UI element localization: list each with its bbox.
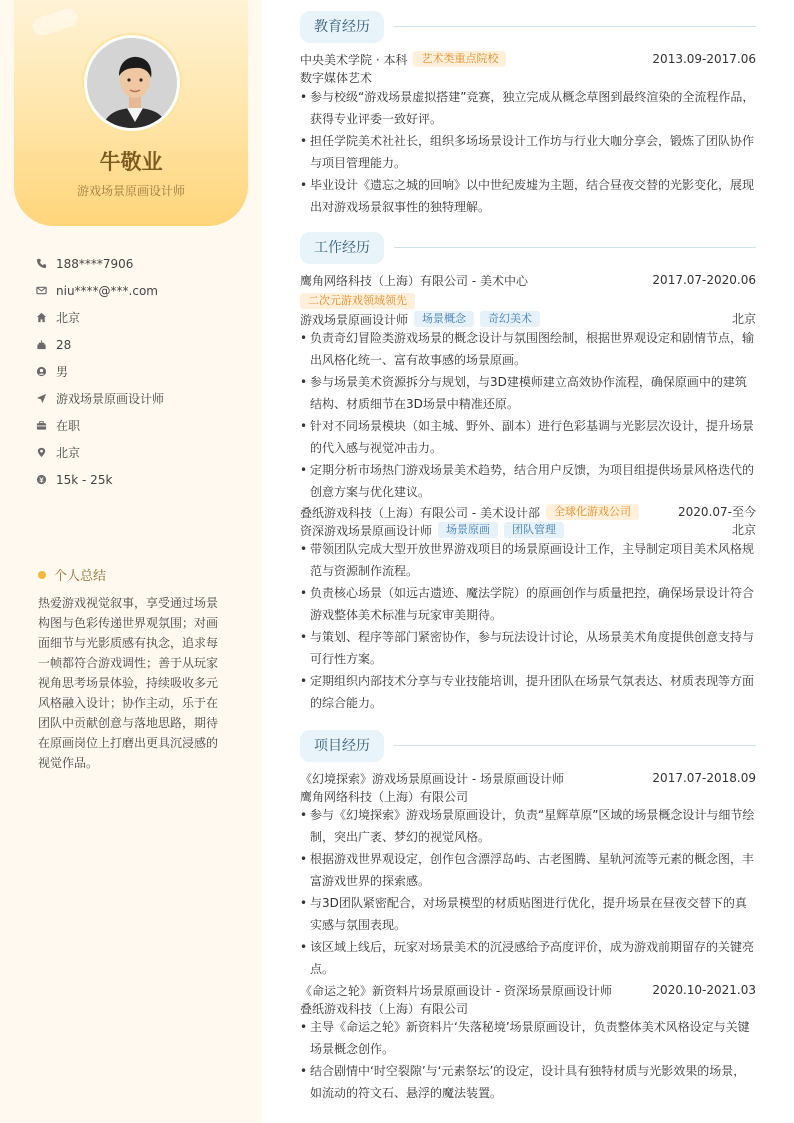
job-position: 资深游戏场景原画设计师 <box>300 523 433 538</box>
project-bullets <box>300 1016 756 1104</box>
list-item: • 定期分析市场热门游戏场景美术趋势，结合用户反馈，为项目组提供场景风格迭代的创意方案与优化建议。 <box>300 459 756 503</box>
list-item: • 负责奇幻冒险类游戏场景的概念设计与氛围图绘制，根据世界观设定和剧情节点，输出风格化统一、富有故事感的场景原画。 <box>300 327 756 371</box>
project-company: 叠纸游戏科技（上海）有限公司 <box>300 1001 469 1016</box>
info-target-position: 游戏场景原画设计师 <box>36 385 246 412</box>
project-company: 鹰角网络科技（上海）有限公司 <box>300 789 469 804</box>
list-item: • 参与《幻境探索》游戏场景原画设计，负责“星辉草原”区域的场景概念设计与细节绘制，突出广袤、梦幻的视觉风格。 <box>300 804 756 848</box>
info-salary: 15k - 25k <box>36 466 246 493</box>
list-item: • 负责核心场景（如远古遗迹、魔法学院）的原画创作与质量把控，确保场景设计符合游戏整体美术标准与玩家审美期待。 <box>300 582 756 626</box>
profile-role: 游戏场景原画设计师 <box>76 184 185 198</box>
divider <box>394 26 756 27</box>
info-target-city: 北京 <box>36 439 246 466</box>
list-item: • 参与校级“游戏场景虚拟搭建”竞赛，独立完成从概念草图到最终渲染的全流程作品，获得专业评委一致好评。 <box>300 86 756 130</box>
list-item: • 主导《命运之轮》新资料片‘失落秘境’场景原画设计，负责整体美术风格设定与关键场景概念创作。 <box>300 1016 756 1060</box>
project-date: 2020.10-2021.03 <box>652 983 756 997</box>
list-item: • 参与场景美术资源拆分与规划，与3D建模师建立高效协作流程，确保原画中的建筑结构、材质细节在3D场景中精准还原。 <box>300 371 756 415</box>
skill-tag: 奇幻美术 <box>480 311 540 327</box>
home-icon <box>36 312 47 323</box>
gender-icon <box>36 366 47 377</box>
money-icon <box>36 474 47 485</box>
education-major: 数字媒体艺术 <box>300 70 373 85</box>
job-company: 鹰角网络科技（上海）有限公司 - 美术中心 <box>300 273 528 288</box>
job-position-row <box>300 521 756 539</box>
info-age: 28 <box>36 331 246 358</box>
job-company-tag-row <box>300 292 756 310</box>
project-name: 《幻境探索》游戏场景原画设计 - 场景原画设计师 <box>300 771 564 786</box>
list-item: • 毕业设计《遗忘之城的回响》以中世纪废墟为主题，结合昼夜交替的光影变化，展现出对游戏场景叙事性的独特理解。 <box>300 174 756 218</box>
job-city: 北京 <box>731 523 756 537</box>
sidebar <box>0 0 262 1123</box>
mail-icon <box>36 285 47 296</box>
location-icon <box>36 447 47 458</box>
job-bullets <box>300 327 756 503</box>
summary-heading: 个人总结 <box>38 565 106 584</box>
job-company: 叠纸游戏科技（上海）有限公司 - 美术设计部 <box>300 505 540 520</box>
briefcase-icon <box>36 420 47 431</box>
list-item: • 担任学院美术社社长，组织多场场景设计工作坊与行业大咖分享会，锻炼了团队协作与项目管理能力。 <box>300 130 756 174</box>
project-title-row <box>300 769 756 787</box>
list-item: • 针对不同场景模块（如主城、野外、副本）进行色彩基调与光影层次设计，提升场景的代入感与视觉冲击力。 <box>300 415 756 459</box>
education-school-row <box>300 50 756 68</box>
list-item: • 该区域上线后，玩家对场景美术的沉浸感给予高度评价，成为游戏前期留存的关键亮点。 <box>300 936 756 980</box>
send-icon <box>36 393 47 404</box>
skill-tag: 团队管理 <box>504 522 564 538</box>
job-date: 2017.07-2020.06 <box>652 273 756 287</box>
education-bullets <box>300 86 756 218</box>
avatar <box>84 35 180 131</box>
company-tag: 全球化游戏公司 <box>546 504 639 520</box>
job-position-row <box>300 310 756 328</box>
list-item: • 与3D团队紧密配合，对场景模型的材质贴图进行优化，提升场景在昼夜交替下的真实感与氛围表现。 <box>300 892 756 936</box>
contact-info-list <box>36 250 246 493</box>
company-tag: 二次元游戏领域领先 <box>300 293 415 309</box>
section-work-header <box>300 232 756 264</box>
section-education-header <box>300 11 756 43</box>
list-item: • 根据游戏世界观设定，创作包含漂浮岛屿、古老图腾、星轨河流等元素的概念图，丰富游戏世界的探索感。 <box>300 848 756 892</box>
section-title: 项目经历 <box>300 730 384 762</box>
phone-icon <box>36 258 47 269</box>
project-date: 2017.07-2018.09 <box>652 771 756 785</box>
school-name: 中央美术学院 · 本科 <box>300 52 408 67</box>
section-projects-header <box>300 730 756 762</box>
project-bullets <box>300 804 756 980</box>
skill-tag: 场景原画 <box>438 522 498 538</box>
info-phone: 188****7906 <box>36 250 246 277</box>
education-date: 2013.09-2017.06 <box>652 52 756 66</box>
info-gender: 男 <box>36 358 246 385</box>
cake-icon <box>36 339 47 350</box>
job-date: 2020.07-至今 <box>678 505 756 519</box>
project-name: 《命运之轮》新资料片场景原画设计 - 资深场景原画设计师 <box>300 983 612 998</box>
job-company-row <box>300 271 756 289</box>
info-city: 北京 <box>36 304 246 331</box>
list-item: • 带领团队完成大型开放世界游戏项目的场景原画设计工作，主导制定项目美术风格规范与资源制作流程。 <box>300 538 756 582</box>
divider <box>394 247 756 248</box>
bullet-dot-icon <box>38 571 46 579</box>
section-title: 工作经历 <box>300 232 384 264</box>
info-email: niu****@***.com <box>36 277 246 304</box>
skill-tag: 场景概念 <box>414 311 474 327</box>
list-item: • 定期组织内部技术分享与专业技能培训，提升团队在场景气氛表达、材质表现等方面的综合能力。 <box>300 670 756 714</box>
job-city: 北京 <box>731 312 756 326</box>
list-item: • 结合剧情中‘时空裂隙’与‘元素祭坛’的设定，设计具有独特材质与光影效果的场景，如流动的符文石、悬浮的魔法装置。 <box>300 1060 756 1104</box>
school-tag: 艺术类重点院校 <box>413 51 506 67</box>
info-status: 在职 <box>36 412 246 439</box>
job-position: 游戏场景原画设计师 <box>300 312 409 327</box>
project-title-row <box>300 981 756 999</box>
summary-text: 热爱游戏视觉叙事，享受通过场景构图与色彩传递世界观氛围；对画面细节与光影质感有执念，追求每一帧都符合游戏调性；善于从玩家视角思考场景体验，持续吸收多元风格融入设计；协作主动，乐于在团队中贡献创意与落地思路，期待在原画岗位上打磨出更具沉浸感的视觉作品。 <box>38 596 219 770</box>
list-item: • 与策划、程序等部门紧密协作，参与玩法设计讨论，从场景美术角度提供创意支持与可行性方案。 <box>300 626 756 670</box>
job-company-row <box>300 503 756 521</box>
divider <box>394 745 756 746</box>
job-bullets <box>300 538 756 714</box>
profile-name: 牛敬业 <box>99 150 163 174</box>
section-title: 教育经历 <box>300 11 384 43</box>
